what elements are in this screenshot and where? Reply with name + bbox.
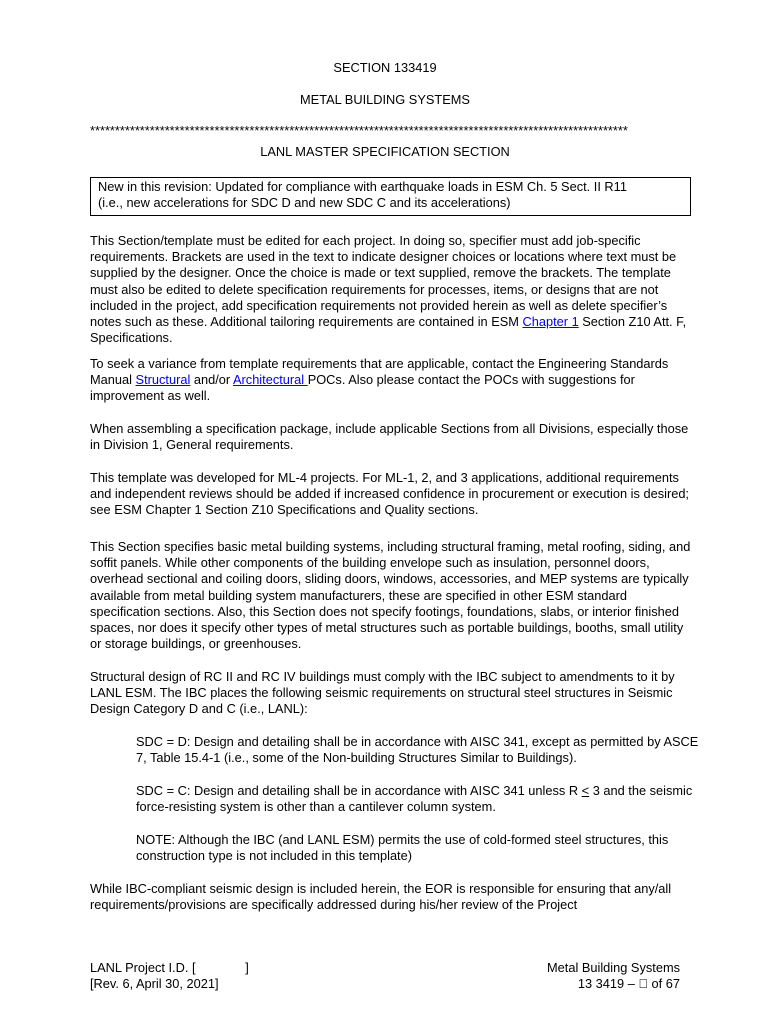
p1-tail: Section Z10 Att. F, Specifications. [90, 314, 687, 346]
architectural-link[interactable]: Architectural [233, 372, 308, 388]
footer-left [90, 960, 249, 992]
p2-tail: POCs. Also please contact the POCs with suggestions for improvement as well. [90, 372, 635, 404]
p1-text: This Section/template must be edited for each project. In doing so, specifier must add job-specific requirements. Brackets are used in the text to indicate designer choices or locations where text must be supplied by the designer. Once the choice is made or text supplied, remove the brackets. The template must also be edited to delete specification requirements for processes, items, or designs that are not included in the project, add specification requirements not provided herein as well as delete specifier’s notes such as these. Additional tailoring requirements are contained in ESM [90, 233, 677, 330]
footer-page-number: 13 3419 –   of 67 [577, 976, 680, 991]
paragraph-editing-instructions [90, 233, 695, 346]
paragraph-ml4: This template was developed for ML-4 projects. For ML-1, 2, and 3 applications, additional requirements and independent reviews should be added if increased confidence in procurement or execution is desired; see ESM Chapter 1 Section Z10 Specifications and Quality sections. [90, 470, 689, 518]
indented-sdc-d: SDC = D: Design and detailing shall be in accordance with AISC 341, except as permitted by ASCE 7, Table 15.4-1 (i.e., some of the Non-building Structures Similar to Buildings). [136, 734, 699, 766]
chapter-1-link[interactable]: Chapter 1 [522, 314, 579, 330]
indented-sdc-c [136, 783, 701, 815]
footer-doc-title: Metal Building Systems [547, 960, 680, 975]
footer-right [547, 960, 680, 992]
paragraph-scope: This Section specifies basic metal building systems, including structural framing, metal roofing, siding, and soffit panels. While other components of the building envelope such as insulation, personnel doors, overhead sectional and coiling doors, sliding doors, windows, accessories, and MEP systems are typically available from metal building system manufacturers, these are specified in other ESM standard specification sections. Also, this Section does not specify footings, foundations, slabs, or interior finished spaces, nor does it specify other types of metal structures such as portable buildings, booths, small utility or storage buildings, or greenhouses. [90, 539, 691, 652]
master-spec-label: LANL MASTER SPECIFICATION SECTION [260, 144, 510, 159]
sdc-c-le-symbol: < [581, 783, 590, 798]
paragraph-eor: While IBC-compliant seismic design is included herein, the EOR is responsible for ensuring that any/all requirements/provisions are specifically addressed during his/her review of the Project [90, 881, 672, 913]
section-number: SECTION 133419 [333, 60, 437, 75]
revision-line-1: New in this revision: Updated for compliance with earthquake loads in ESM Ch. 5 Sect. II R11 [98, 179, 627, 194]
revision-box [90, 177, 691, 216]
p2-mid: and/or [190, 372, 233, 388]
indented-note: NOTE: Although the IBC (and LANL ESM) permits the use of cold-formed steel structures, this construction type is not included in this template) [136, 832, 669, 864]
paragraph-assembling: When assembling a specification package, include applicable Sections from all Divisions, especially those in Division 1, General requirements. [90, 421, 689, 453]
paragraph-variance [90, 356, 695, 405]
footer-revision: [Rev. 6, April 30, 2021] [90, 976, 219, 991]
sdc-c-pre: SDC = C: Design and detailing shall be in accordance with AISC 341 unless R [136, 783, 582, 798]
p2-text: To seek a variance from template requirements that are applicable, contact the Engineering Standards Manual [90, 356, 669, 388]
paragraph-structural-design: Structural design of RC II and RC IV buildings must comply with the IBC subject to amendments to it by LANL ESM. The IBC places the following seismic requirements on structural steel structures in Seismic Design Category D and C (i.e., LANL): [90, 669, 675, 717]
separator-line: ************************************************************************************************************ [90, 123, 628, 138]
structural-link[interactable]: Structural [135, 372, 191, 388]
footer-project-id: LANL Project I.D. [ ] [90, 960, 249, 975]
sdc-c-post: 3 and the seismic force-resisting system is other than a cantilever column system. [136, 783, 693, 815]
revision-line-2: (i.e., new accelerations for SDC D and new SDC C and its accelerations) [98, 195, 511, 211]
section-title: METAL BUILDING SYSTEMS [300, 92, 470, 107]
